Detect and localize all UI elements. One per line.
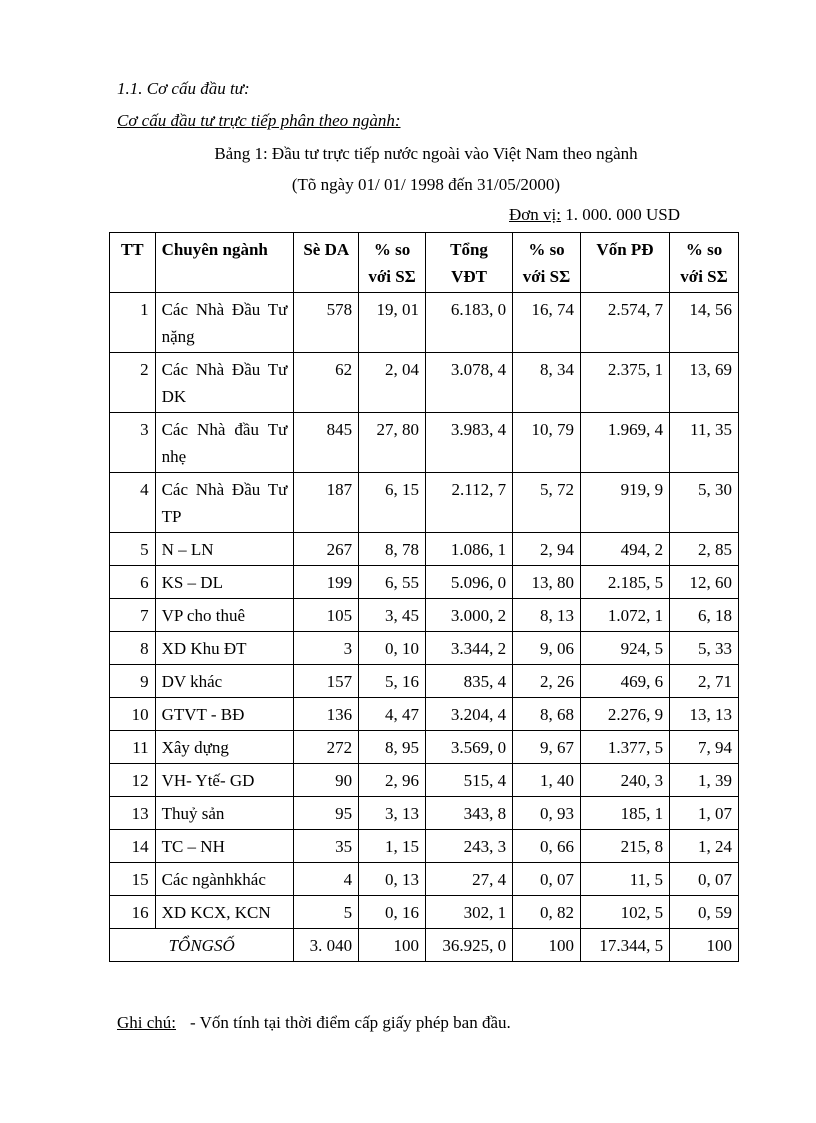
table-row	[110, 764, 739, 797]
row-total: 3.078, 4	[425, 353, 512, 413]
row-tt: 16	[110, 896, 156, 929]
table-row	[110, 413, 739, 473]
row-capital: 185, 1	[580, 797, 669, 830]
row-pct-count: 3, 45	[359, 599, 426, 632]
row-capital: 240, 3	[580, 764, 669, 797]
row-pct-total: 16, 74	[513, 293, 581, 353]
row-pct-count: 2, 04	[359, 353, 426, 413]
row-total: 2.112, 7	[425, 473, 512, 533]
row-count: 90	[294, 764, 359, 797]
row-tt: 3	[110, 413, 156, 473]
row-pct-total: 0, 82	[513, 896, 581, 929]
row-pct-total: 8, 13	[513, 599, 581, 632]
table-row	[110, 533, 739, 566]
header-pct-capital	[670, 233, 739, 293]
row-name: Các Nhà Đầu Tư nặng	[155, 293, 294, 353]
row-pct-capital: 1, 07	[670, 797, 739, 830]
row-tt: 9	[110, 665, 156, 698]
total-pct-capital: 100	[670, 929, 739, 962]
row-total: 6.183, 0	[425, 293, 512, 353]
row-name: Các ngànhkhác	[155, 863, 294, 896]
row-count: 5	[294, 896, 359, 929]
table-date-range: (Tõ ngày 01/ 01/ 1998 đến 31/05/2000)	[291, 175, 561, 194]
row-total: 243, 3	[425, 830, 512, 863]
header-pct-count-l2: với SΣ	[368, 267, 416, 286]
row-pct-count: 6, 55	[359, 566, 426, 599]
row-total: 835, 4	[425, 665, 512, 698]
footnote	[117, 1013, 511, 1033]
row-name: Các Nhà Đầu Tư DK	[155, 353, 294, 413]
header-pct-total-l2: với SΣ	[522, 267, 571, 286]
row-pct-total: 0, 93	[513, 797, 581, 830]
row-tt: 11	[110, 731, 156, 764]
row-capital: 494, 2	[580, 533, 669, 566]
header-capital: Vốn PĐ	[580, 233, 669, 293]
header-pct-total	[513, 233, 581, 293]
table-row	[110, 473, 739, 533]
row-pct-total: 1, 40	[513, 764, 581, 797]
table-row	[110, 353, 739, 413]
investment-table	[109, 232, 739, 962]
row-pct-capital: 1, 39	[670, 764, 739, 797]
footnote-label: Ghi chú:	[117, 1013, 177, 1032]
row-count: 95	[294, 797, 359, 830]
row-name: GTVT - BĐ	[155, 698, 294, 731]
header-pct-count	[359, 233, 426, 293]
row-tt: 15	[110, 863, 156, 896]
row-name: VP cho thuê	[155, 599, 294, 632]
row-total: 515, 4	[425, 764, 512, 797]
row-pct-total: 13, 80	[513, 566, 581, 599]
row-pct-capital: 13, 69	[670, 353, 739, 413]
row-tt: 13	[110, 797, 156, 830]
row-pct-count: 19, 01	[359, 293, 426, 353]
table-row	[110, 830, 739, 863]
row-tt: 14	[110, 830, 156, 863]
row-name: XD KCX, KCN	[155, 896, 294, 929]
row-total: 3.000, 2	[425, 599, 512, 632]
row-pct-capital: 12, 60	[670, 566, 739, 599]
row-count: 578	[294, 293, 359, 353]
table-row	[110, 863, 739, 896]
row-capital: 2.375, 1	[580, 353, 669, 413]
row-tt: 8	[110, 632, 156, 665]
row-total: 27, 4	[425, 863, 512, 896]
header-pct-capital-l2: với SΣ	[680, 267, 728, 286]
row-count: 62	[294, 353, 359, 413]
row-pct-total: 2, 26	[513, 665, 581, 698]
row-name: Các Nhà Đầu Tư TP	[155, 473, 294, 533]
row-name: Thuỷ sản	[155, 797, 294, 830]
row-capital: 11, 5	[580, 863, 669, 896]
table-row	[110, 632, 739, 665]
row-capital: 1.377, 5	[580, 731, 669, 764]
row-capital: 2.574, 7	[580, 293, 669, 353]
row-pct-total: 5, 72	[513, 473, 581, 533]
table-header-row	[110, 233, 739, 293]
row-pct-capital: 2, 85	[670, 533, 739, 566]
header-pct-total-l1: % so	[528, 240, 565, 259]
row-pct-count: 3, 13	[359, 797, 426, 830]
row-pct-count: 5, 16	[359, 665, 426, 698]
row-tt: 10	[110, 698, 156, 731]
row-capital: 1.969, 4	[580, 413, 669, 473]
row-total: 343, 8	[425, 797, 512, 830]
row-pct-capital: 0, 07	[670, 863, 739, 896]
row-total: 3.344, 2	[425, 632, 512, 665]
unit-value: 1. 000. 000 USD	[560, 205, 680, 224]
header-tt: TT	[110, 233, 156, 293]
row-pct-total: 8, 68	[513, 698, 581, 731]
row-capital: 102, 5	[580, 896, 669, 929]
header-name: Chuyên ngành	[155, 233, 294, 293]
table-row	[110, 566, 739, 599]
row-capital: 1.072, 1	[580, 599, 669, 632]
section-subheading: Cơ cấu đầu tư trực tiếp phân theo ngành:	[117, 111, 401, 130]
row-count: 105	[294, 599, 359, 632]
row-tt: 5	[110, 533, 156, 566]
row-total: 3.569, 0	[425, 731, 512, 764]
row-pct-count: 0, 16	[359, 896, 426, 929]
row-tt: 6	[110, 566, 156, 599]
row-pct-total: 10, 79	[513, 413, 581, 473]
row-pct-capital: 2, 71	[670, 665, 739, 698]
row-pct-count: 0, 13	[359, 863, 426, 896]
table-row	[110, 698, 739, 731]
unit-line	[509, 205, 680, 225]
total-label: TỔNGSỐ	[110, 929, 294, 962]
row-pct-capital: 6, 18	[670, 599, 739, 632]
row-pct-count: 27, 80	[359, 413, 426, 473]
row-pct-count: 4, 47	[359, 698, 426, 731]
table-row	[110, 599, 739, 632]
row-pct-capital: 11, 35	[670, 413, 739, 473]
row-pct-capital: 14, 56	[670, 293, 739, 353]
table-total-row	[110, 929, 739, 962]
row-pct-total: 8, 34	[513, 353, 581, 413]
row-pct-count: 6, 15	[359, 473, 426, 533]
row-count: 136	[294, 698, 359, 731]
row-name: Các Nhà đầu Tư nhẹ	[155, 413, 294, 473]
row-count: 3	[294, 632, 359, 665]
row-tt: 4	[110, 473, 156, 533]
total-pct-count: 100	[359, 929, 426, 962]
row-tt: 1	[110, 293, 156, 353]
row-total: 3.204, 4	[425, 698, 512, 731]
section-heading: 1.1. Cơ cấu đầu tư:	[117, 79, 250, 98]
header-pct-count-l1: % so	[373, 240, 411, 259]
row-pct-capital: 7, 94	[670, 731, 739, 764]
table-row	[110, 731, 739, 764]
row-pct-total: 9, 06	[513, 632, 581, 665]
table-caption: Bảng 1: Đầu tư trực tiếp nước ngoài vào Việt Nam theo ngành	[214, 144, 638, 163]
row-pct-total: 0, 66	[513, 830, 581, 863]
table-row	[110, 293, 739, 353]
row-count: 267	[294, 533, 359, 566]
header-pct-capital-l1: % so	[685, 240, 723, 259]
row-name: XD Khu ĐT	[155, 632, 294, 665]
header-total	[425, 233, 512, 293]
table-row	[110, 896, 739, 929]
row-capital: 215, 8	[580, 830, 669, 863]
row-total: 5.096, 0	[425, 566, 512, 599]
row-pct-capital: 13, 13	[670, 698, 739, 731]
row-capital: 919, 9	[580, 473, 669, 533]
table-row	[110, 665, 739, 698]
row-pct-count: 8, 78	[359, 533, 426, 566]
row-name: Xây dựng	[155, 731, 294, 764]
row-tt: 7	[110, 599, 156, 632]
row-pct-capital: 0, 59	[670, 896, 739, 929]
row-count: 199	[294, 566, 359, 599]
row-pct-capital: 5, 30	[670, 473, 739, 533]
row-tt: 2	[110, 353, 156, 413]
row-pct-total: 0, 07	[513, 863, 581, 896]
row-name: TC – NH	[155, 830, 294, 863]
row-count: 272	[294, 731, 359, 764]
row-pct-count: 1, 15	[359, 830, 426, 863]
row-name: KS – DL	[155, 566, 294, 599]
row-name: DV khác	[155, 665, 294, 698]
row-capital: 2.185, 5	[580, 566, 669, 599]
row-name: VH- Ytế- GD	[155, 764, 294, 797]
row-tt: 12	[110, 764, 156, 797]
total-capital: 17.344, 5	[580, 929, 669, 962]
row-capital: 469, 6	[580, 665, 669, 698]
row-pct-total: 2, 94	[513, 533, 581, 566]
row-count: 187	[294, 473, 359, 533]
row-count: 157	[294, 665, 359, 698]
header-total-l1: Tổng	[450, 240, 488, 259]
total-pct-total: 100	[513, 929, 581, 962]
total-total: 36.925, 0	[425, 929, 512, 962]
header-count: Sè DA	[294, 233, 359, 293]
row-count: 35	[294, 830, 359, 863]
row-pct-count: 8, 95	[359, 731, 426, 764]
footnote-text: - Vốn tính tại thời điểm cấp giấy phép ban đầu.	[190, 1013, 511, 1032]
row-capital: 924, 5	[580, 632, 669, 665]
row-count: 4	[294, 863, 359, 896]
row-total: 1.086, 1	[425, 533, 512, 566]
row-pct-capital: 5, 33	[670, 632, 739, 665]
row-total: 302, 1	[425, 896, 512, 929]
unit-label: Đơn vị:	[509, 205, 561, 224]
row-pct-count: 0, 10	[359, 632, 426, 665]
row-pct-total: 9, 67	[513, 731, 581, 764]
row-name: N – LN	[155, 533, 294, 566]
total-count: 3. 040	[294, 929, 359, 962]
row-pct-capital: 1, 24	[670, 830, 739, 863]
row-count: 845	[294, 413, 359, 473]
table-row	[110, 797, 739, 830]
header-total-l2: VĐT	[451, 267, 487, 286]
row-total: 3.983, 4	[425, 413, 512, 473]
row-capital: 2.276, 9	[580, 698, 669, 731]
row-pct-count: 2, 96	[359, 764, 426, 797]
